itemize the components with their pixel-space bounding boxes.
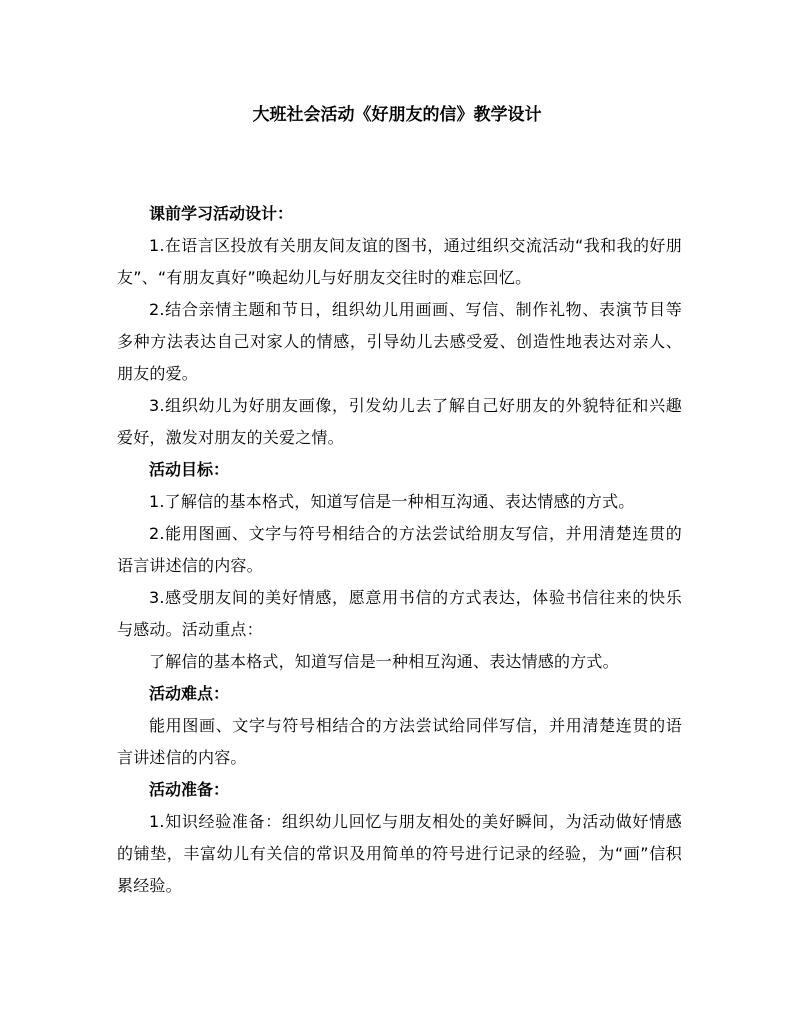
paragraph: 2.结合亲情主题和节日，组织幼儿用画画、写信、制作礼物、表演节目等多种方法表达自己对家人的情感，引导幼儿去感受爱、创造性地表达对亲人、朋友的爱。 <box>117 300 682 383</box>
paragraph: 1.知识经验准备：组织幼儿回忆与朋友相处的美好瞬间，为活动做好情感的铺垫，丰富幼儿有关信的常识及用简单的符号进行记录的经验，为“画”信积累经验。 <box>117 812 682 895</box>
document-body <box>117 198 682 902</box>
paragraph: 3.感受朋友间的美好情感，愿意用书信的方式表达，体验书信往来的快乐与感动。活动重点： <box>117 588 682 639</box>
paragraph: 能用图画、文字与符号相结合的方法尝试给同伴写信，并用清楚连贯的语言讲述信的内容。 <box>117 716 682 767</box>
paragraph: 1.了解信的基本格式，知道写信是一种相互沟通、表达情感的方式。 <box>149 492 635 511</box>
section-heading-pre-activity: 课前学习活动设计： <box>149 204 294 223</box>
paragraph: 3.组织幼儿为好朋友画像，引发幼儿去了解自己好朋友的外貌特征和兴趣爱好，激发对朋友的关爱之情。 <box>117 396 682 447</box>
paragraph: 2.能用图画、文字与符号相结合的方法尝试给朋友写信，并用清楚连贯的语言讲述信的内容。 <box>117 524 682 575</box>
section-heading-preparation: 活动准备： <box>149 780 230 799</box>
document-title: 大班社会活动《好朋友的信》教学设计 <box>252 105 542 125</box>
section-heading-difficulty: 活动难点： <box>149 684 230 703</box>
paragraph: 了解信的基本格式，知道写信是一种相互沟通、表达情感的方式。 <box>149 652 619 671</box>
paragraph: 1.在语言区投放有关朋友间友谊的图书，通过组织交流活动“我和我的好朋友”、“有朋友真好”唤起幼儿与好朋友交往时的难忘回忆。 <box>117 236 682 287</box>
section-heading-goals: 活动目标： <box>149 460 230 479</box>
